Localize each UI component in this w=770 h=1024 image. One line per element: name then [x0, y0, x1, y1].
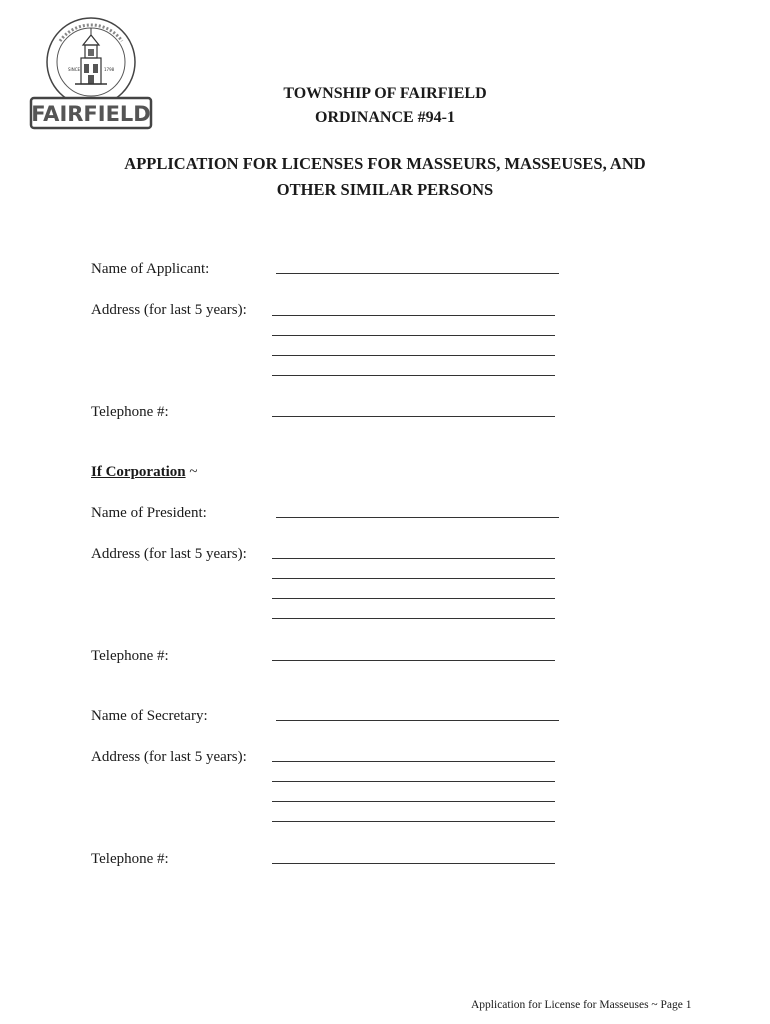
application-title-line1: APPLICATION FOR LICENSES FOR MASSEURS, MASSEUSES, AND	[124, 154, 646, 173]
applicant-address-label: Address (for last 5 years):	[91, 302, 247, 318]
document-heading	[0, 82, 770, 130]
president-phone-label: Telephone #:	[91, 648, 169, 664]
president-address-label: Address (for last 5 years):	[91, 546, 247, 562]
applicant-address-field-3[interactable]	[272, 355, 555, 356]
president-name-field[interactable]	[276, 517, 559, 518]
secretary-address-label: Address (for last 5 years):	[91, 749, 247, 765]
president-address-field-1[interactable]	[272, 558, 555, 559]
president-address-field-4[interactable]	[272, 618, 555, 619]
president-address-field-3[interactable]	[272, 598, 555, 599]
township-title: TOWNSHIP OF FAIRFIELD	[283, 85, 487, 102]
applicant-address-field-1[interactable]	[272, 315, 555, 316]
applicant-address-field-2[interactable]	[272, 335, 555, 336]
page-footer: Application for License for Masseuses ~ Page 1	[471, 999, 692, 1011]
applicant-address-field-4[interactable]	[272, 375, 555, 376]
secretary-address-field-1[interactable]	[272, 761, 555, 762]
applicant-phone-field[interactable]	[272, 416, 555, 417]
secretary-name-field[interactable]	[276, 720, 559, 721]
corporation-heading	[91, 462, 197, 482]
corporation-heading-text: If Corporation	[91, 464, 186, 480]
applicant-name-label: Name of Applicant:	[91, 261, 210, 277]
applicant-phone-label: Telephone #:	[91, 404, 169, 420]
ordinance-number: ORDINANCE #94-1	[315, 109, 455, 126]
secretary-phone-field[interactable]	[272, 863, 555, 864]
secretary-address-field-4[interactable]	[272, 821, 555, 822]
seal-name-text: FAIRFIELD	[31, 102, 151, 126]
secretary-address-field-3[interactable]	[272, 801, 555, 802]
application-title-line2: OTHER SIMILAR PERSONS	[276, 180, 494, 199]
secretary-address-field-2[interactable]	[272, 781, 555, 782]
applicant-name-field[interactable]	[276, 273, 559, 274]
president-address-field-2[interactable]	[272, 578, 555, 579]
president-phone-field[interactable]	[272, 660, 555, 661]
secretary-name-label: Name of Secretary:	[91, 708, 208, 724]
secretary-phone-label: Telephone #:	[91, 851, 169, 867]
corporation-heading-suffix: ~	[185, 464, 198, 480]
seal-since-text: SINCE	[68, 67, 81, 72]
seal-year-text: 1798	[104, 67, 115, 72]
president-name-label: Name of President:	[91, 505, 207, 521]
application-title	[0, 151, 770, 203]
